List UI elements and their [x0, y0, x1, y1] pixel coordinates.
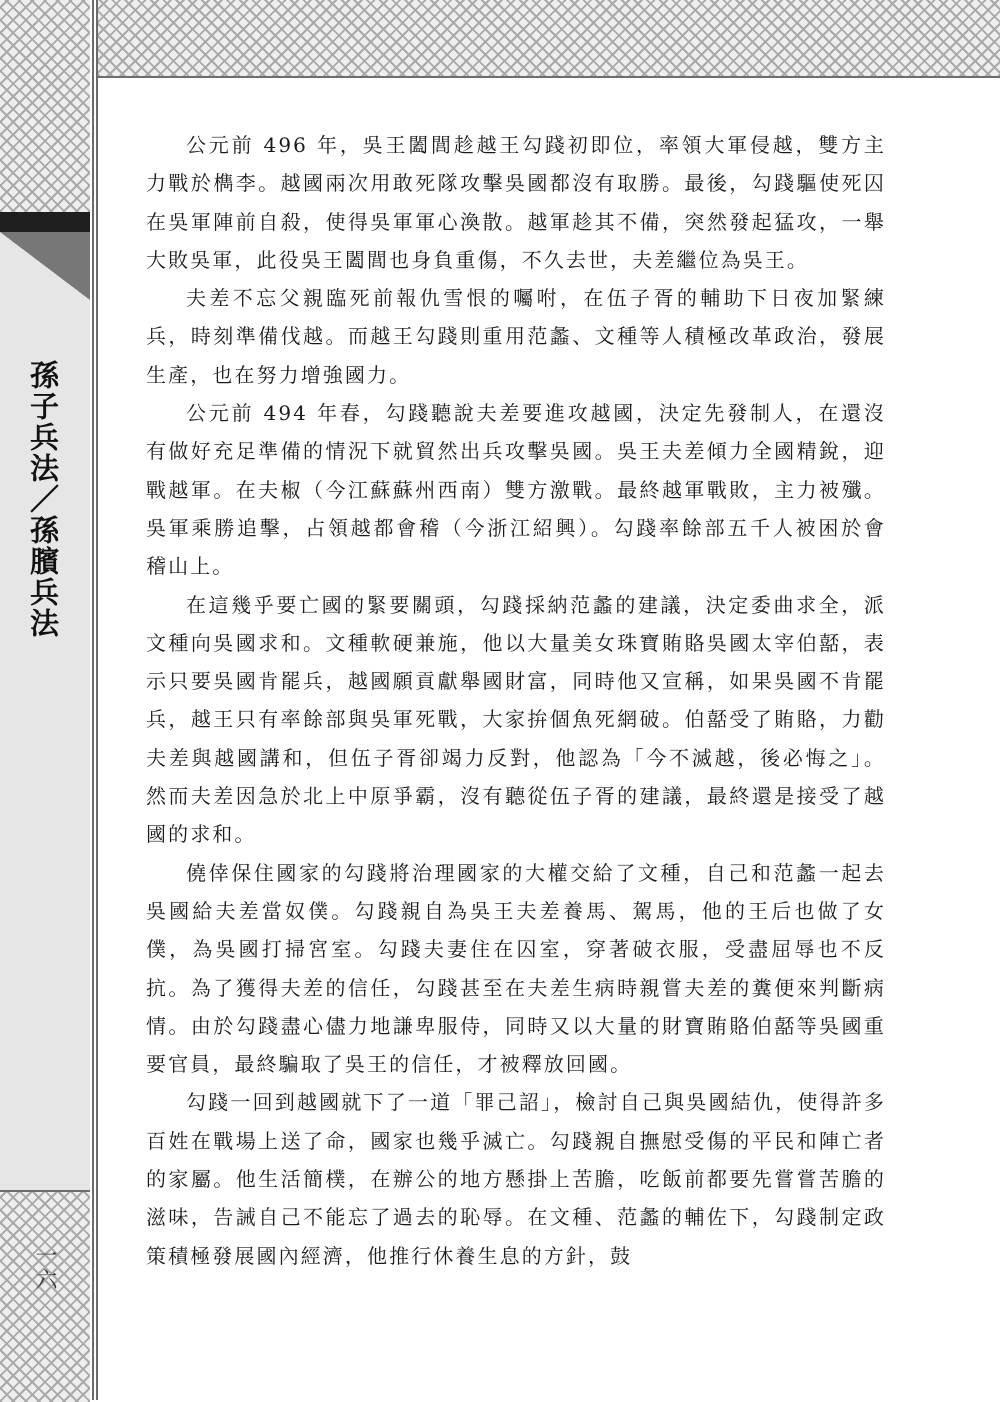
paragraph: 僥倖保住國家的勾踐將治理國家的大權交給了文種，自己和范蠡一起去吳國給夫差當奴僕。勾踐親自為吳王夫差養馬、駕馬，他的王后也做了女僕，為吳國打掃宮室。勾踐夫妻住在囚室，穿著破衣服，受盡屈辱也不反抗。為了獲得夫差的信任，勾踐甚至在夫差生病時親嘗夫差的糞便來判斷病情。由於勾踐盡心儘力地謙卑服侍，同時又以大量的財寶賄賂伯嚭等吳國重要官員，最終騙取了吳王的信任，才被釋放回國。 [146, 860, 886, 1077]
top-decorative-border [98, 0, 1000, 78]
side-decorative-border-top [0, 0, 90, 212]
side-double-rule [90, 0, 98, 1400]
page-number: 一六 [32, 1244, 57, 1292]
side-panel-wedge [0, 232, 90, 300]
body-text [146, 126, 886, 1275]
paragraph: 公元前 494 年春，勾踐聽說夫差要進攻越國，決定先發制人，在還沒有做好充足準備的情況下就貿然出兵攻擊吳國。吳王夫差傾力全國精銳，迎戰越軍。在夫椒（今江蘇蘇州西南）雙方激戰。最終越軍戰敗，主力被殲。吳軍乘勝追擊，占領越都會稽（今浙江紹興）。勾踐率餘部五千人被困於會稽山上。 [146, 401, 886, 579]
book-title-vertical: 孫子兵法／孫臏兵法 [26, 360, 60, 639]
paragraph: 公元前 496 年，吳王闔閭趁越王勾踐初即位，率領大軍侵越，雙方主力戰於檇李。越國兩次用敢死隊攻擊吳國都沒有取勝。最後，勾踐驅使死囚在吳軍陣前自殺，使得吳軍軍心渙散。越軍趁其不備，突然發起猛攻，一舉大敗吳軍，此役吳王闔閭也身負重傷，不久去世，夫差繼位為吳王。 [146, 133, 886, 272]
paragraph: 夫差不忘父親臨死前報仇雪恨的囑咐，在伍子胥的輔助下日夜加緊練兵，時刻準備伐越。而越王勾踐則重用范蠡、文種等人積極改革政治，發展生產，也在努力增強國力。 [146, 286, 886, 387]
side-dark-bar [0, 212, 90, 232]
side-decorative-border-bottom [0, 1190, 90, 1402]
paragraph: 勾踐一回到越國就下了一道「罪己詔」，檢討自己與吳國結仇，使得許多百姓在戰場上送了命，國家也幾乎滅亡。勾踐親自撫慰受傷的平民和陣亡者的家屬。他生活簡樸，在辦公的地方懸掛上苦膽，吃飯前都要先嘗嘗苦膽的滋味，告誡自己不能忘了過去的恥辱。在文種、范蠡的輔佐下，勾踐制定政策積極發展國內經濟，他推行休養生息的方針，鼓 [146, 1090, 886, 1268]
paragraph: 在這幾乎要亡國的緊要關頭，勾踐採納范蠡的建議，決定委曲求全，派文種向吳國求和。文種軟硬兼施，他以大量美女珠寶賄賂吳國太宰伯嚭，表示只要吳國肯罷兵，越國願貢獻舉國財富，同時他又宣稱，如果吳國不肯罷兵，越王只有率餘部與吳軍死戰，大家拚個魚死網破。伯嚭受了賄賂，力勸夫差與越國講和，但伍子胥卻竭力反對，他認為「今不滅越，後必悔之」。然而夫差因急於北上中原爭霸，沒有聽從伍子胥的建議，最終還是接受了越國的求和。 [146, 592, 886, 847]
